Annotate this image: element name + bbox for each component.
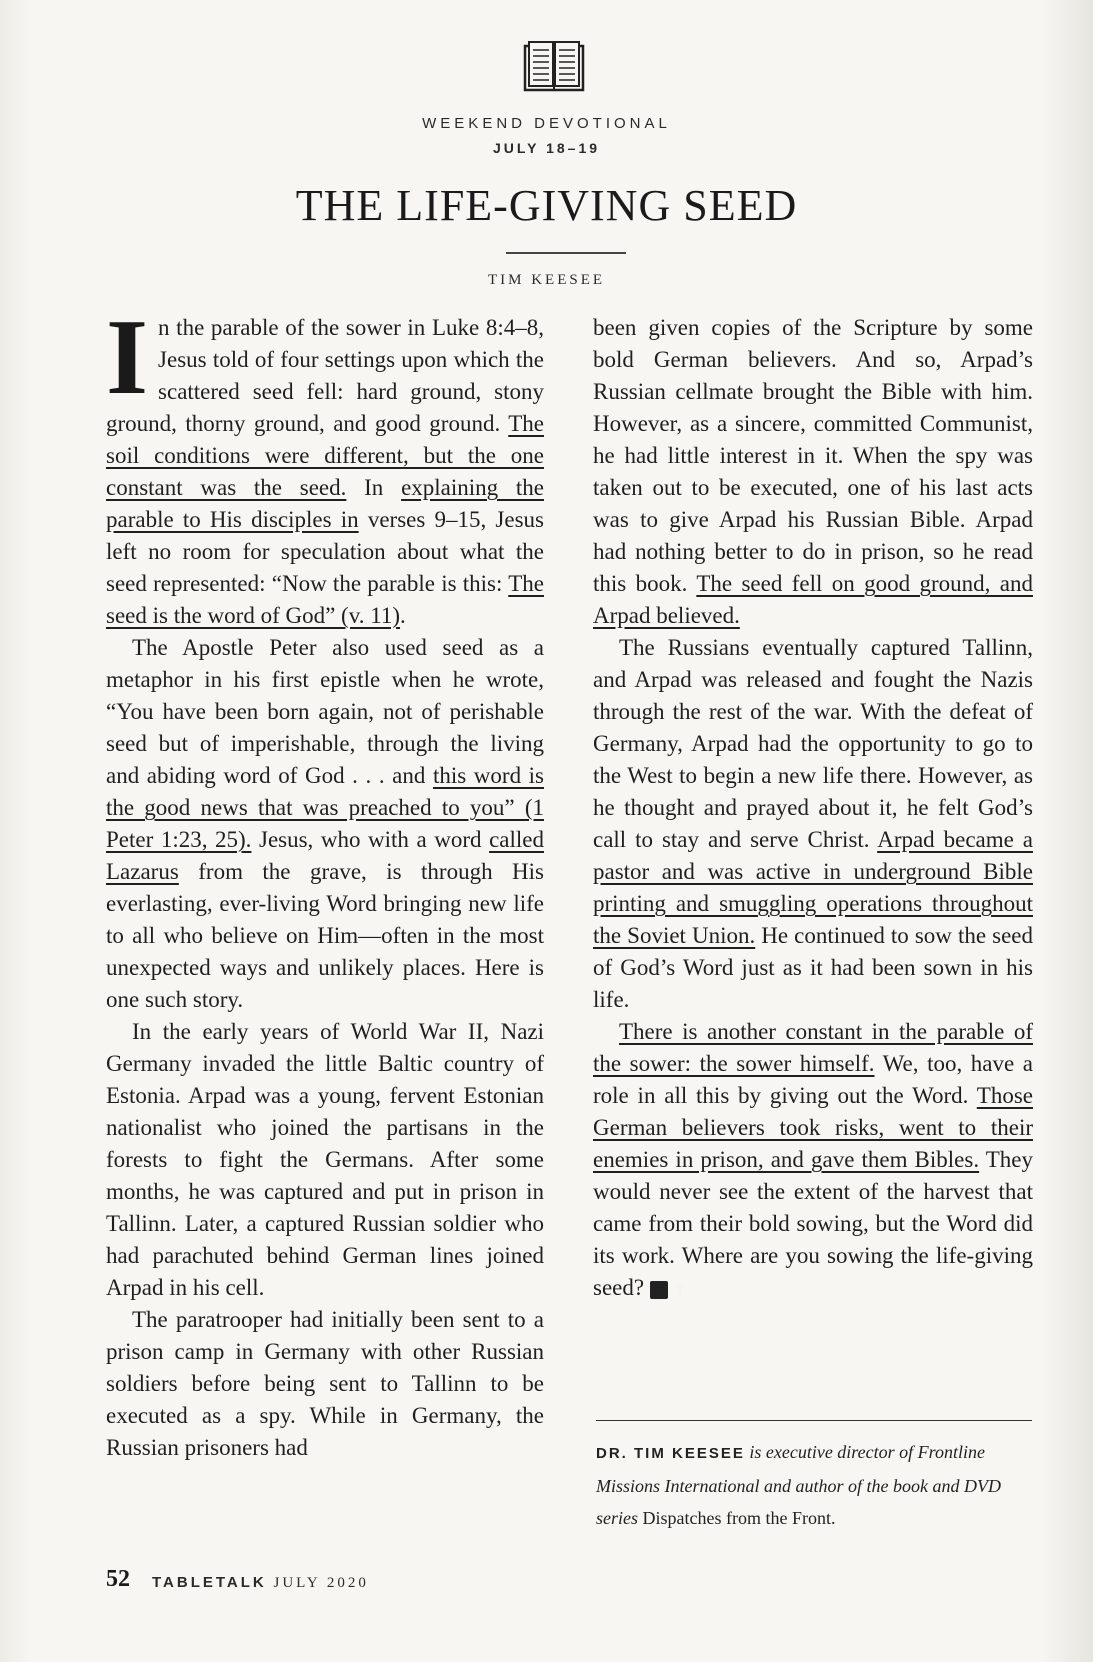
right-column bbox=[593, 312, 1033, 1304]
open-book-icon bbox=[523, 38, 585, 94]
underlined-text: The seed fell on good ground, and Arpad believed. bbox=[593, 571, 1033, 628]
underlined-text: called Lazarus bbox=[106, 827, 544, 884]
paragraph-3: In the early years of World War II, Nazi Germany invaded the little Baltic country of Estonia. Arpad was a young, fervent Estonian nationalist who joined the partisans in the forests to fight the Germans. After some months, he was captured and put in prison in Tallinn. Later, a captured Russian soldier who had parachuted behind German lines joined Arpad in his cell. bbox=[106, 1019, 544, 1300]
magazine-name: TABLETALK bbox=[152, 1574, 267, 1591]
paragraph-4-continued: been given copies of the Scripture by some bold German believers. And so, Arpad’s Russian cellmate brought the Bible with him. However, as a sincere, committed Communist, he had little interest in it. When the spy was taken out to be executed, one of his last acts was to give Arpad his Russian Bible. Arpad had nothing better to do in prison, so he read this book. The seed fell on good ground, and Arpad believed. bbox=[593, 315, 1033, 628]
title-divider bbox=[506, 252, 626, 254]
underlined-text: There is another constant in the parable of the sower: the sower himself. bbox=[593, 1019, 1033, 1076]
article-title: THE LIFE-GIVING SEED bbox=[295, 181, 798, 230]
paragraph-1: In the parable of the sower in Luke 8:4–8, Jesus told of four settings upon which the scattered seed fell: hard ground, stony ground, thorny ground, and good ground. The soil conditions were different, but the one constant was the seed. In explaining the parable to His disciples in verses 9–15, Jesus left no room for speculation about what the seed represented: “Now the parable is this: The seed is the word of God” (v. 11). bbox=[106, 298, 544, 628]
drop-cap: I bbox=[106, 298, 149, 417]
running-footer bbox=[152, 1574, 369, 1592]
issue-date: JULY 2020 bbox=[273, 1575, 369, 1591]
author-bio bbox=[596, 1436, 1032, 1534]
underlined-text: explaining the parable to His disciples in bbox=[106, 475, 544, 532]
end-mark-icon: T bbox=[650, 1281, 668, 1299]
bio-name: DR. TIM KEESEE bbox=[596, 1445, 745, 1462]
left-column bbox=[106, 298, 544, 1464]
underlined-text: The seed is the word of God” (v. 11) bbox=[106, 571, 544, 628]
devotional-date: JULY 18–19 bbox=[492, 140, 601, 156]
paragraph-5: The Russians eventually captured Tallinn, and Arpad was released and fought the Nazis through the rest of the war. With the defeat of Germany, Arpad had the opportunity to go to the West to begin a new life there. However, as he thought and prayed about it, he felt God’s call to stay and serve Christ. Arpad became a pastor and was active in underground Bible printing and smuggling operations throughout the Soviet Union. He continued to sow the seed of God’s Word just as it had been sown in his life. bbox=[593, 635, 1033, 1012]
underlined-text: The soil conditions were different, but the one constant was the seed. bbox=[106, 411, 544, 500]
underlined-text: this word is the good news that was preached to you” (1 Peter 1:23, 25). bbox=[106, 763, 544, 852]
section-kicker: WEEKEND DEVOTIONAL bbox=[422, 115, 671, 132]
paragraph-2: The Apostle Peter also used seed as a metaphor in his first epistle when he wrote, “You have been born again, not of perishable seed but of imperishable, through the living and abiding word of God . . . and this word is the good news that was preached to you” (1 Peter 1:23, 25). Jesus, who with a word called Lazarus from the grave, is through His everlasting, ever-living Word bringing new life to all who believe on Him—often in the most unexpected ways and unlikely places. Here is one such story. bbox=[106, 635, 544, 1012]
bio-divider bbox=[596, 1420, 1032, 1421]
paragraph-4: The paratrooper had initially been sent to a prison camp in Germany with other Russian soldiers before being sent to Tallinn to be executed as a spy. While in Germany, the Russian prisoners had bbox=[106, 1307, 544, 1460]
underlined-text: Arpad became a pastor and was active in underground Bible printing and smuggling operations throughout the Soviet Union. bbox=[593, 827, 1033, 948]
underlined-text: Those German believers took risks, went to their enemies in prison, and gave them Bibles. bbox=[593, 1083, 1033, 1172]
page-number: 52 bbox=[106, 1566, 130, 1592]
paragraph-6: There is another constant in the parable of the sower: the sower himself. We, too, have a role in all this by giving out the Word. Those German believers took risks, went to their enemies in prison, and gave them Bibles. They would never see the extent of the harvest that came from their bold sowing, but the Word did its work. Where are you sowing the life-giving seed? T bbox=[593, 1019, 1033, 1300]
bio-work-title: Dispatches from the Front. bbox=[642, 1508, 836, 1528]
article-author: TIM KEESEE bbox=[487, 272, 606, 288]
bio-text: is executive director of Frontline Missions International and author of the book and DVD series bbox=[596, 1442, 1001, 1528]
